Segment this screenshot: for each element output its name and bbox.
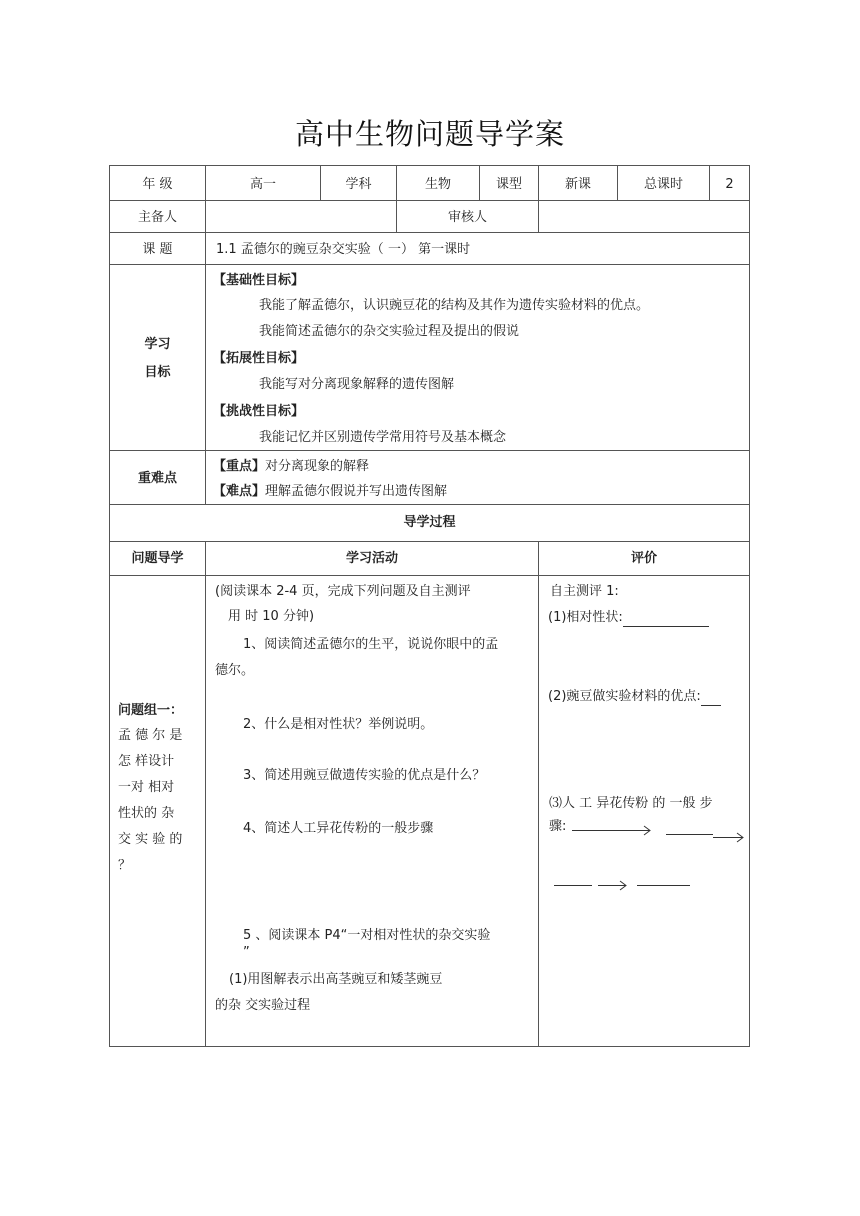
activity-q5-line2: ” bbox=[243, 945, 250, 960]
question-line-6: ？ bbox=[118, 858, 132, 873]
activity-q1-line2: 德尔。 bbox=[215, 663, 255, 678]
activity-intro-2: 用 时 10 分钟) bbox=[228, 609, 315, 624]
total-hours-label: 总课时 bbox=[643, 177, 683, 192]
activity-intro-1: (阅读课本 2-4 页，完成下列问题及自主测评 bbox=[215, 584, 471, 599]
key-point-tag: 【重点】 bbox=[213, 459, 266, 474]
evaluation-item-1 bbox=[548, 609, 709, 627]
subject-label: 学科 bbox=[345, 177, 372, 192]
key-point-text: 对分离现象的解释 bbox=[265, 459, 370, 474]
total-hours-value: 2 bbox=[725, 177, 734, 192]
grade-label: 年 级 bbox=[142, 177, 173, 192]
question-line-3: 一对 相对 bbox=[118, 780, 175, 795]
goals-label-line2: 目标 bbox=[144, 365, 171, 380]
question-line-4: 性状的 杂 bbox=[118, 806, 175, 821]
goals-label-line1: 学习 bbox=[144, 337, 171, 352]
extend-goal-heading: 【拓展性目标】 bbox=[213, 351, 305, 366]
activity-q3: 3、简述用豌豆做遗传实验的优点是什么？ bbox=[243, 768, 486, 783]
question-group-label: 问题组一： bbox=[118, 703, 184, 718]
type-value: 新课 bbox=[564, 177, 591, 192]
challenge-goal-heading: 【挑战性目标】 bbox=[213, 404, 305, 419]
evaluation-item-3-line2: 骤: bbox=[549, 819, 567, 834]
hard-point-line bbox=[213, 483, 447, 501]
process-heading: 导学过程 bbox=[403, 515, 456, 530]
question-line-1: 孟 德 尔 是 bbox=[118, 728, 183, 743]
col-header-evaluation: 评价 bbox=[630, 551, 657, 566]
question-line-5: 交 实 验 的 bbox=[118, 832, 183, 847]
answer-blank-2[interactable] bbox=[701, 691, 721, 706]
activity-q1-line1: 1、阅读简述孟德尔的生平，说说你眼中的孟 bbox=[243, 637, 499, 652]
activity-q4: 4、简述人工异花传粉的一般步骤 bbox=[243, 821, 434, 836]
answer-blank-1[interactable] bbox=[623, 612, 709, 627]
activity-q5-line1: 5 、阅读课本 P4“一对相对性状的杂交实验 bbox=[243, 928, 491, 943]
basic-goal-1: 我能了解孟德尔，认识豌豆花的结构及其作为遗传实验材料的优点。 bbox=[259, 298, 650, 313]
step-arrows-row1 bbox=[568, 822, 752, 844]
key-point-line bbox=[213, 458, 369, 476]
subject-value: 生物 bbox=[424, 177, 451, 192]
page-title: 高中生物问题导学案 bbox=[294, 117, 565, 151]
evaluation-item-1-label: (1)相对性状: bbox=[548, 610, 623, 625]
evaluation-title: 自主测评 1: bbox=[550, 584, 619, 599]
preparer-label: 主备人 bbox=[137, 210, 177, 225]
hard-point-text: 理解孟德尔假说并写出遗传图解 bbox=[265, 484, 448, 499]
question-line-2: 怎 样设计 bbox=[118, 754, 175, 769]
evaluation-item-2-label: (2)豌豆做实验材料的优点: bbox=[548, 689, 701, 704]
reviewer-label: 审核人 bbox=[447, 210, 487, 225]
basic-goal-heading: 【基础性目标】 bbox=[213, 273, 305, 288]
activity-q5-sub-line2: 的杂 交实验过程 bbox=[215, 998, 311, 1013]
key-points-label: 重难点 bbox=[137, 471, 177, 486]
grade-value: 高一 bbox=[249, 177, 276, 192]
extend-goal-1: 我能写对分离现象解释的遗传图解 bbox=[259, 377, 455, 392]
topic-label: 课 题 bbox=[142, 242, 173, 257]
topic-value: 1.1 孟德尔的豌豆杂交实验（ 一） 第一课时 bbox=[216, 242, 471, 257]
activity-q2: 2、什么是相对性状？举例说明。 bbox=[243, 717, 434, 732]
col-header-activities: 学习活动 bbox=[345, 551, 398, 566]
col-header-questions: 问题导学 bbox=[131, 551, 184, 566]
activity-q5-sub-line1: (1)用图解表示出高茎豌豆和矮茎豌豆 bbox=[229, 972, 443, 987]
step-arrows-row2 bbox=[550, 878, 694, 892]
evaluation-item-3-line1: ⑶人 工 异花传粉 的 一般 步 bbox=[549, 796, 713, 811]
challenge-goal-1: 我能记忆并区别遗传学常用符号及基本概念 bbox=[259, 430, 507, 445]
type-label: 课型 bbox=[495, 177, 522, 192]
hard-point-tag: 【难点】 bbox=[213, 484, 266, 499]
evaluation-item-2 bbox=[548, 688, 721, 706]
basic-goal-2: 我能简述孟德尔的杂交实验过程及提出的假说 bbox=[259, 324, 520, 339]
